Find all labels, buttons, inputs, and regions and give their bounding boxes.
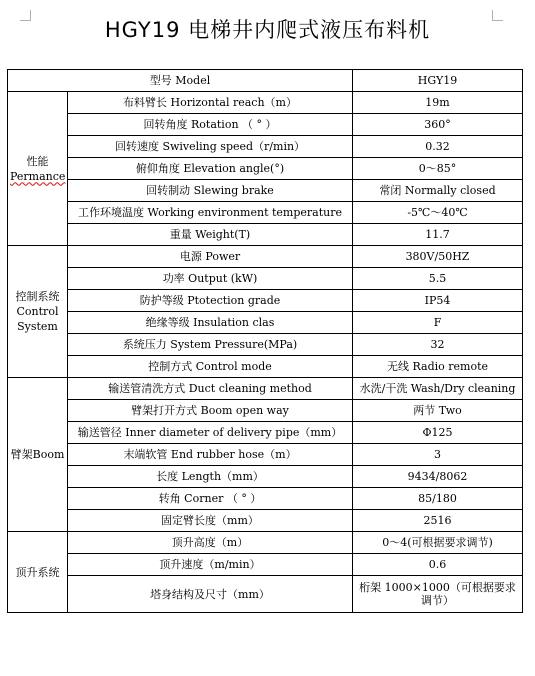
table-row bbox=[8, 400, 523, 422]
table-row bbox=[8, 136, 523, 158]
row-label: 回转角度 Rotation （ ° ） bbox=[68, 114, 353, 136]
table-row bbox=[8, 356, 523, 378]
row-value: 380V/50HZ bbox=[353, 246, 523, 268]
row-value: F bbox=[353, 312, 523, 334]
row-label: 功率 Output (kW) bbox=[68, 268, 353, 290]
table-row bbox=[8, 576, 523, 613]
row-label: 顶升速度（m/min） bbox=[68, 554, 353, 576]
table-row bbox=[8, 312, 523, 334]
table-row bbox=[8, 158, 523, 180]
row-value: 360° bbox=[353, 114, 523, 136]
row-label: 回转制动 Slewing brake bbox=[68, 180, 353, 202]
category-label-en: Permance bbox=[10, 169, 66, 183]
category-label: 臂架Boom bbox=[10, 448, 65, 461]
category-cell-boom bbox=[8, 378, 68, 532]
header-value: HGY19 bbox=[353, 70, 523, 92]
row-label: 塔身结构及尺寸（mm） bbox=[68, 576, 353, 613]
row-label: 控制方式 Control mode bbox=[68, 356, 353, 378]
row-value: 常闭 Normally closed bbox=[353, 180, 523, 202]
row-value: 32 bbox=[353, 334, 523, 356]
document-title: HGY19 电梯井内爬式液压布料机 bbox=[104, 18, 431, 42]
row-value: 桁架 1000×1000（可根据要求调节） bbox=[353, 576, 523, 613]
table-row bbox=[8, 224, 523, 246]
spec-table bbox=[7, 69, 523, 613]
table-row bbox=[8, 334, 523, 356]
row-label: 末端软管 End rubber hose（m） bbox=[68, 444, 353, 466]
table-row bbox=[8, 114, 523, 136]
table-row bbox=[8, 246, 523, 268]
header-label: 型号 Model bbox=[8, 70, 353, 92]
row-value: 0.6 bbox=[353, 554, 523, 576]
row-label: 绝缘等级 Insulation clas bbox=[68, 312, 353, 334]
row-value: 11.7 bbox=[353, 224, 523, 246]
row-label: 长度 Length（mm） bbox=[68, 466, 353, 488]
table-row bbox=[8, 378, 523, 400]
table-row bbox=[8, 532, 523, 554]
row-label: 固定臂长度（mm） bbox=[68, 510, 353, 532]
table-row bbox=[8, 444, 523, 466]
row-label: 转角 Corner （ ° ） bbox=[68, 488, 353, 510]
row-value: 水洗/干洗 Wash/Dry cleaning bbox=[353, 378, 523, 400]
row-label: 输送管径 Inner diameter of delivery pipe（mm） bbox=[68, 422, 353, 444]
row-label: 臂架打开方式 Boom open way bbox=[68, 400, 353, 422]
row-value: 19m bbox=[353, 92, 523, 114]
row-label: 重量 Weight(T) bbox=[68, 224, 353, 246]
row-value: 无线 Radio remote bbox=[353, 356, 523, 378]
row-label: 回转速度 Swiveling speed（r/min） bbox=[68, 136, 353, 158]
row-label: 布料臂长 Horizontal reach（m） bbox=[68, 92, 353, 114]
table-row bbox=[8, 466, 523, 488]
table-row bbox=[8, 180, 523, 202]
table-row bbox=[8, 290, 523, 312]
category-cell-control-system bbox=[8, 246, 68, 378]
row-value: 2516 bbox=[353, 510, 523, 532]
category-cell-jacking-system bbox=[8, 532, 68, 613]
row-value: IP54 bbox=[353, 290, 523, 312]
table-row bbox=[8, 510, 523, 532]
row-value: 85/180 bbox=[353, 488, 523, 510]
row-value: -5℃～40℃ bbox=[353, 202, 523, 224]
row-label: 俯仰角度 Elevation angle(°) bbox=[68, 158, 353, 180]
category-label: 控制系统 bbox=[15, 290, 60, 303]
row-label: 电源 Power bbox=[68, 246, 353, 268]
row-label: 防护等级 Ptotection grade bbox=[68, 290, 353, 312]
row-value: 0～4(可根据要求调节) bbox=[353, 532, 523, 554]
row-value: 0.32 bbox=[353, 136, 523, 158]
row-label: 输送管清洗方式 Duct cleaning method bbox=[68, 378, 353, 400]
row-value: 两节 Two bbox=[353, 400, 523, 422]
category-label: 顶升系统 bbox=[15, 565, 60, 579]
row-label: 工作环境温度 Working environment temperature bbox=[68, 202, 353, 224]
row-value: 5.5 bbox=[353, 268, 523, 290]
row-value: 0～85° bbox=[353, 158, 523, 180]
table-row bbox=[8, 488, 523, 510]
table-row bbox=[8, 554, 523, 576]
row-label: 顶升高度（m） bbox=[68, 532, 353, 554]
row-value: 3 bbox=[353, 444, 523, 466]
category-label: 性能 bbox=[26, 154, 49, 168]
category-label-en: Control System bbox=[16, 305, 59, 333]
table-row bbox=[8, 268, 523, 290]
table-header-row bbox=[8, 70, 523, 92]
category-cell-performance bbox=[8, 92, 68, 246]
row-label: 系统压力 System Pressure(MPa) bbox=[68, 334, 353, 356]
row-value: Φ125 bbox=[353, 422, 523, 444]
table-row bbox=[8, 92, 523, 114]
row-value: 9434/8062 bbox=[353, 466, 523, 488]
table-row bbox=[8, 202, 523, 224]
table-row bbox=[8, 422, 523, 444]
